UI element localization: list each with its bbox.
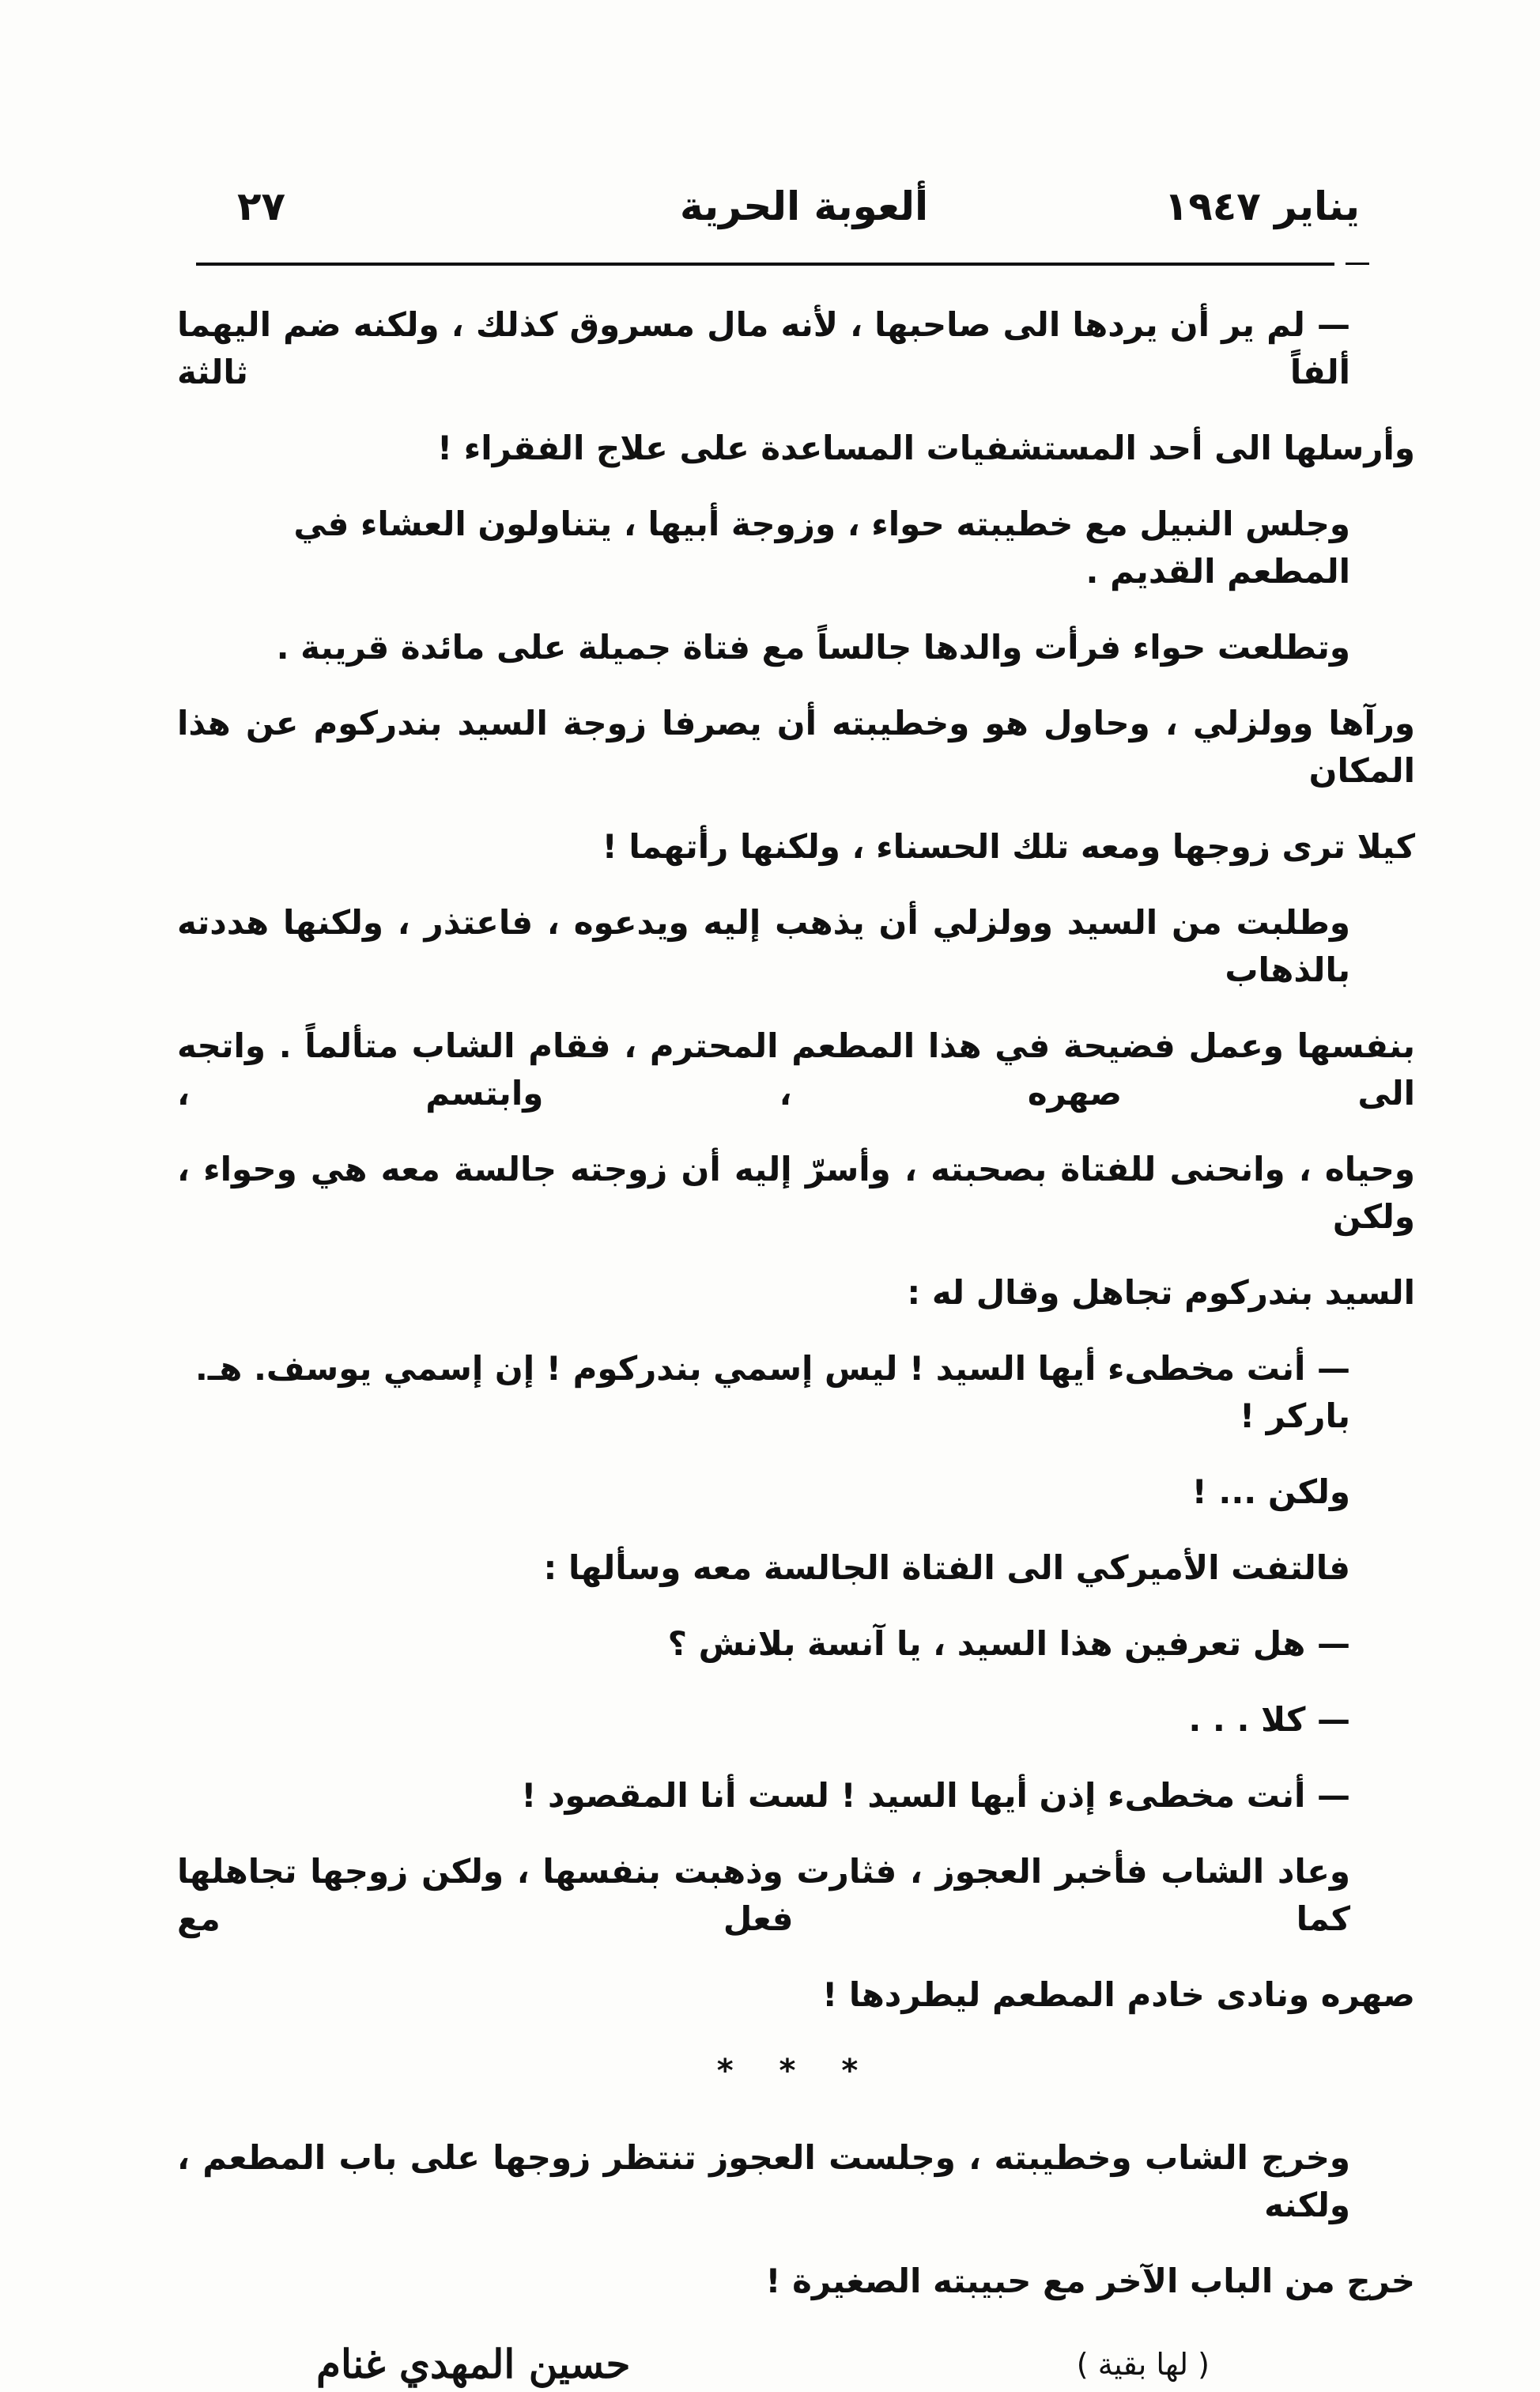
text-line: — هل تعرفين هذا السيد ، يا آنسة بلانش ؟	[667, 1624, 1350, 1663]
text-line: صهره ونادى خادم المطعم ليطردها !	[822, 1975, 1415, 2014]
to-be-continued-note: ( لها بقية )	[1076, 2347, 1210, 2382]
text-line: وأرسلها الى أحد المستشفيات المساعدة على علاج الفقراء !	[436, 429, 1415, 467]
article-body-part-1	[177, 301, 1415, 2019]
text-line: وحياه ، وانحنى للفتاة بصحبته ، وأسرّ إليه أن زوجته جالسة معه هي وحواء ، ولكن	[177, 1150, 1415, 1236]
text-line: — لم ير أن يردها الى صاحبها ، لأنه مال مسروق كذلك ، ولكنه ضم اليهما ألفاً ثالثة	[177, 305, 1350, 391]
article-content	[177, 301, 1415, 2392]
text-line: — أنت مخطىء إذن أيها السيد ! لست أنا المقصود !	[521, 1776, 1350, 1815]
text-line: وتطلعت حواء فرأت والدها جالساً مع فتاة جميلة على مائدة قريبة .	[276, 628, 1350, 667]
text-line: — كلا . . .	[1188, 1700, 1350, 1739]
article-title: ألعوبة الحرية	[680, 183, 929, 229]
article-body-part-2	[177, 2134, 1415, 2305]
header-rule-dash	[1346, 263, 1369, 265]
issue-date: يناير ١٩٤٧	[1164, 183, 1360, 229]
text-line: وطلبت من السيد وولزلي أن يذهب إليه ويدعوه ، فاعتذر ، ولكنها هددته بالذهاب	[177, 903, 1350, 989]
page-number: ٢٧	[237, 183, 286, 229]
text-line: — أنت مخطىء أيها السيد ! ليس إسمي بندركوم ! إن إسمي يوسف. هـ. باركر !	[194, 1349, 1350, 1435]
text-line: وجلس النبيل مع خطيبته حواء ، وزوجة أبيها ، يتناولون العشاء في المطعم القديم .	[293, 504, 1350, 591]
text-line: ولكن ... !	[1191, 1472, 1350, 1511]
text-line: وعاد الشاب فأخبر العجوز ، فثارت وذهبت بنفسها ، ولكن زوجها تجاهلها كما فعل مع	[177, 1852, 1350, 1938]
author-signature: حسين المهدي غنام	[316, 2341, 631, 2387]
text-line: كيلا ترى زوجها ومعه تلك الحسناء ، ولكنها رأتهما !	[602, 827, 1415, 866]
text-line: وخرج الشاب وخطيبته ، وجلست العجوز تنتظر زوجها على باب المطعم ، ولكنه	[177, 2138, 1350, 2224]
text-line: السيد بندركوم تجاهل وقال له :	[907, 1273, 1415, 1312]
text-line: فالتفت الأميركي الى الفتاة الجالسة معه وسألها :	[543, 1548, 1350, 1587]
text-line: ورآها وولزلي ، وحاول هو وخطيبته أن يصرفا زوجة السيد بندركوم عن هذا المكان	[177, 704, 1415, 790]
section-separator: * * *	[716, 2053, 876, 2089]
text-line: بنفسها وعمل فضيحة في هذا المطعم المحترم ، فقام الشاب متألماً . واتجه الى صهره ، وابتسم ،	[177, 1026, 1415, 1113]
header-rule	[196, 263, 1334, 266]
article-footer	[177, 2337, 1415, 2392]
text-line: خرج من الباب الآخر مع حبيبته الصغيرة !	[765, 2262, 1415, 2300]
